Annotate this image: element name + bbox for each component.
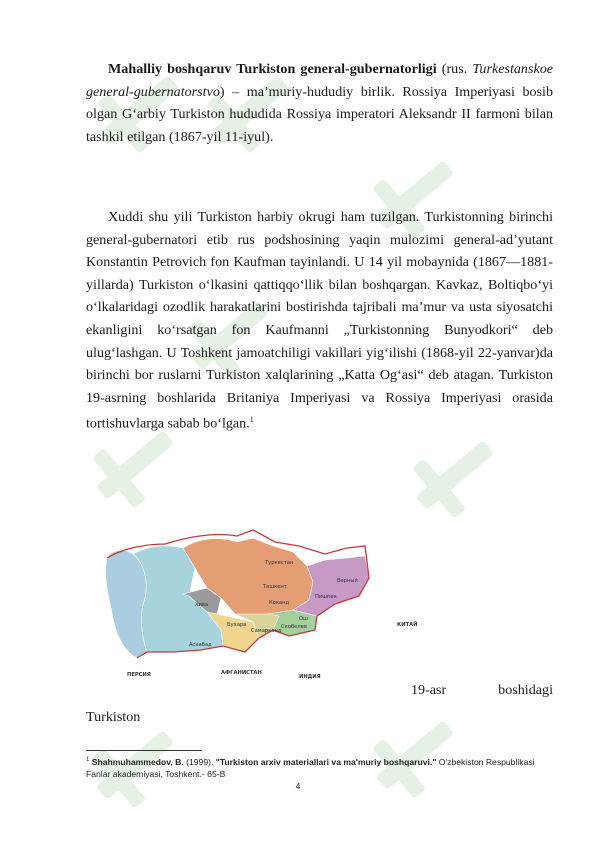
footnote-ref[interactable]: 1 xyxy=(249,415,254,425)
term-heading: Mahalliy boshqaruv Turkiston general-gubernatorligi xyxy=(108,61,437,77)
rus-term: Turkestanskoe general-gubernatorstvo xyxy=(86,61,553,100)
footnote-author: Shahmuhammedov, B. xyxy=(89,756,184,767)
footnote-source: O'zbekiston Respublikasi Fanlar akademiyasi, Toshkent.- 65-B xyxy=(86,756,535,779)
map-label-china: КИТАЙ xyxy=(397,622,418,628)
map-label-india: ИНДИЯ xyxy=(299,674,321,680)
map-label-ashgabat: Асхабад xyxy=(189,642,212,648)
map-label-turkestan: Туркестан xyxy=(265,560,294,566)
map-label-skobelev: Скобелев xyxy=(281,624,307,630)
map-caption-line1: 19-asr boshidagi xyxy=(411,682,553,698)
footnote-divider xyxy=(86,750,202,751)
map-label-samarkand: Самарканд xyxy=(251,628,282,634)
page-number: 4 xyxy=(295,781,301,791)
watermark-icon xyxy=(400,420,510,530)
map-label-pishpek: Пишпек xyxy=(315,594,337,600)
turkestan-map xyxy=(103,518,479,682)
map-caption xyxy=(86,677,553,731)
map-caption-line2: Turkiston xyxy=(86,709,141,725)
map-label-khiva: Хива xyxy=(195,602,209,608)
map-label-bukhara: Бухара xyxy=(227,622,247,628)
map-label-tashkent: Ташкент xyxy=(263,584,287,590)
intro-text: ) – ma’muriy-hududiy birlik. Rossiya Imperiyasi bosib olgan G‘arbiy Turkiston hududida Rossiya imperatori Aleksandr II farmoni bilan tashkil etilgan (1867-yil 11-iyul). xyxy=(86,83,553,145)
intro-paragraph xyxy=(86,58,553,148)
map-label-kokand: Коканд xyxy=(269,600,290,606)
footnote-title: "Turkiston arxiv materiallari va ma'muriy boshqaruvi." xyxy=(215,756,437,767)
map-label-verny: Верный xyxy=(337,578,358,584)
footnote-number: 1 xyxy=(86,757,90,763)
footnote xyxy=(86,754,556,780)
map-label-osh: Ош xyxy=(299,616,308,622)
history-text: Xuddi shu yili Turkiston harbiy okrugi ham tuzilgan. Turkistonning birinchi general-gubernatori etib rus podshosining yaqin mulozimi general-ad’yutant Konstantin Petrovich fon Kaufman tayinlandi. U 14 yil mobaynida (1867—1881-yillarda) Turkiston o‘lkasini qattiqqo‘llik bilan boshqargan. Kavkaz, Boltiqbo‘yi o‘lkalaridagi ozodlik harakatlarini bostirishda tajribali ma’mur va usta siyosatchi ekanligini ko‘rsatgan fon Kaufmanni „Turkistonning Bunyodkori“ deb ulug‘lashgan. U Toshkent jamoatchiligi vakillari yig‘ilishi (1868-yil 22-yanvar)da birinchi bor ruslarni Turkiston xalqlarining „Katta Og‘asi“ deb atagan. Turkiston 19-asrning boshlarida Britaniya Imperiyasi va Rossiya Imperiyasi orasida tortishuvlarga sabab bo‘lgan. xyxy=(86,209,553,433)
map-label-afghanistan: АФГАНИСТАН xyxy=(221,670,262,676)
rus-open: (rus. xyxy=(436,61,473,77)
footnote-year: (1999). xyxy=(183,756,216,767)
map-label-persia: ПЕРСИЯ xyxy=(127,672,151,678)
history-paragraph xyxy=(86,206,553,436)
